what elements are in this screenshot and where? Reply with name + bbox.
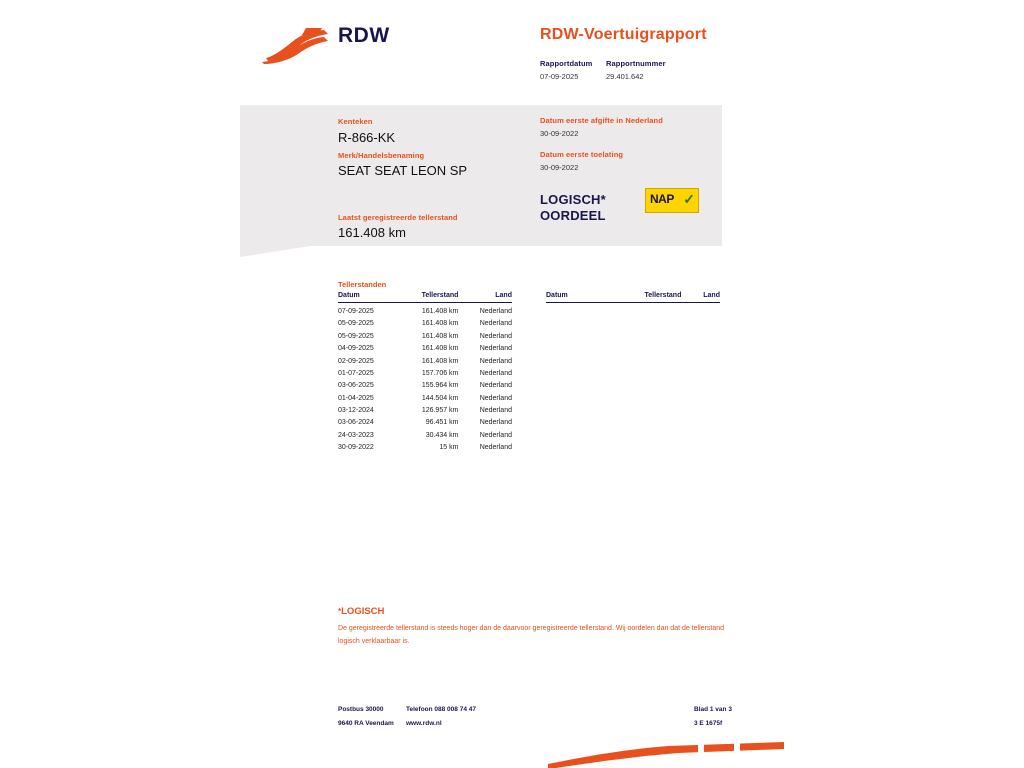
verdict-line-1: LOGISCH* bbox=[540, 192, 606, 207]
cell-tellerstand: 161.408 km bbox=[421, 357, 459, 365]
note-title-text: LOGISCH bbox=[341, 606, 385, 617]
column-header-tellerstand: Tellerstand bbox=[397, 292, 458, 303]
cell-land: Nederland bbox=[479, 345, 512, 353]
cell-tellerstand: 161.408 km bbox=[421, 345, 459, 353]
footer-address-line-1: Postbus 30000 bbox=[338, 706, 384, 713]
table-row bbox=[338, 367, 512, 379]
report-number bbox=[606, 59, 666, 81]
report-date-label: Rapportdatum bbox=[540, 59, 593, 68]
cell-land: Nederland bbox=[479, 308, 512, 315]
odometer-table-left bbox=[338, 292, 512, 454]
cell-land: Nederland bbox=[479, 357, 512, 365]
table-row bbox=[338, 355, 512, 367]
cell-land: Nederland bbox=[479, 419, 512, 427]
report-date-value: 07-09-2025 bbox=[540, 72, 579, 81]
merk-label: Merk/Handelsbenaming bbox=[338, 151, 425, 160]
last-odometer-label: Laatst geregistreerde tellerstand bbox=[338, 213, 458, 222]
table-row bbox=[338, 404, 512, 416]
cell-datum: 30-09-2022 bbox=[338, 444, 374, 452]
cell-land: Nederland bbox=[479, 407, 512, 414]
rdw-swoosh-icon bbox=[262, 28, 332, 64]
cell-land: Nederland bbox=[479, 444, 512, 452]
footer-address bbox=[338, 703, 394, 730]
footer-address-line-2: 9640 RA Veendam bbox=[338, 719, 394, 727]
odometer-section-title: Tellerstanden bbox=[338, 280, 387, 289]
kenteken-value: R-866-KK bbox=[338, 130, 396, 145]
report-title: RDW-Voertuigrapport bbox=[540, 26, 707, 43]
cell-datum: 04-09-2025 bbox=[338, 345, 374, 353]
note-star: * bbox=[338, 607, 342, 616]
report-date bbox=[540, 59, 592, 81]
table-row bbox=[338, 429, 512, 441]
cell-tellerstand: 157.706 km bbox=[421, 369, 459, 377]
panel-notch-decoration bbox=[240, 246, 310, 257]
cell-land: Nederland bbox=[479, 382, 512, 390]
cell-datum: 24-03-2023 bbox=[338, 431, 374, 439]
rdw-footer-swoosh-icon bbox=[548, 742, 784, 768]
column-header-land: Land bbox=[458, 292, 512, 303]
cell-tellerstand: 161.408 km bbox=[421, 332, 459, 340]
verdict-line-2: OORDEEL bbox=[540, 208, 606, 223]
note-title bbox=[338, 606, 384, 617]
cell-datum: 05-09-2025 bbox=[338, 332, 374, 340]
table-header-row bbox=[546, 292, 720, 303]
table-row bbox=[338, 318, 512, 330]
first-issue-label: Datum eerste afgifte in Nederland bbox=[540, 116, 663, 125]
rdw-logo-text: RDW bbox=[338, 24, 390, 47]
cell-tellerstand: 161.408 km bbox=[421, 308, 459, 315]
footer-page-info bbox=[694, 703, 732, 730]
column-header-datum: Datum bbox=[338, 292, 397, 303]
table-row bbox=[338, 417, 512, 429]
kenteken-label: Kenteken bbox=[338, 117, 373, 126]
footer-page-number: Blad 1 van 3 bbox=[694, 706, 732, 713]
cell-land: Nederland bbox=[479, 369, 512, 377]
cell-datum: 03-06-2024 bbox=[338, 419, 374, 427]
cell-tellerstand: 155.964 km bbox=[421, 382, 459, 390]
cell-tellerstand: 96.451 km bbox=[425, 419, 459, 427]
footer-form-code: 3 E 1675f bbox=[694, 719, 723, 727]
cell-land: Nederland bbox=[479, 332, 512, 340]
column-header-datum: Datum bbox=[546, 292, 596, 303]
table-row bbox=[338, 303, 512, 318]
cell-land: Nederland bbox=[479, 320, 512, 328]
last-odometer-value: 161.408 km bbox=[338, 225, 406, 240]
cell-tellerstand: 144.504 km bbox=[421, 394, 459, 402]
cell-tellerstand: 15 km bbox=[439, 444, 459, 452]
column-header-land: Land bbox=[681, 292, 720, 303]
footer-website: www.rdw.nl bbox=[406, 719, 442, 727]
footer-phone: Telefoon 088 008 74 47 bbox=[406, 706, 476, 713]
cell-datum: 02-09-2025 bbox=[338, 357, 374, 365]
cell-datum: 03-12-2024 bbox=[338, 407, 374, 414]
first-admission-label: Datum eerste toelating bbox=[540, 150, 624, 159]
cell-datum: 07-09-2025 bbox=[338, 308, 374, 315]
table-row bbox=[338, 441, 512, 453]
merk-value: SEAT SEAT LEON SP bbox=[338, 163, 468, 178]
footer-contact bbox=[406, 703, 476, 730]
note-body: De geregistreerde tellerstand is steeds hoger dan de daarvoor geregistreerde tellerstand. Wij oordelen dan dat de tellerstand logisch verklaarbaar is. bbox=[338, 625, 725, 645]
cell-tellerstand: 30.434 km bbox=[425, 431, 459, 439]
check-mark-icon: ✓ bbox=[683, 191, 695, 207]
cell-datum: 01-07-2025 bbox=[338, 369, 374, 377]
table-header-row bbox=[338, 292, 512, 303]
report-number-value: 29.401.642 bbox=[606, 72, 644, 81]
cell-datum: 05-09-2025 bbox=[338, 320, 374, 328]
report-number-label: Rapportnummer bbox=[606, 59, 666, 68]
nap-badge bbox=[645, 188, 699, 213]
cell-datum: 01-04-2025 bbox=[338, 394, 374, 402]
column-header-tellerstand: Tellerstand bbox=[596, 292, 681, 303]
cell-tellerstand: 126.957 km bbox=[421, 407, 459, 414]
table-row bbox=[338, 380, 512, 392]
odometer-table-right bbox=[546, 292, 720, 303]
verdict-block bbox=[540, 192, 606, 224]
table-row bbox=[338, 342, 512, 354]
first-issue-value: 30-09-2022 bbox=[540, 129, 579, 138]
table-row bbox=[338, 392, 512, 404]
cell-datum: 03-06-2025 bbox=[338, 382, 374, 390]
cell-land: Nederland bbox=[479, 431, 512, 439]
first-admission-value: 30-09-2022 bbox=[540, 163, 579, 172]
cell-land: Nederland bbox=[479, 394, 512, 402]
summary-panel bbox=[240, 105, 722, 246]
table-row bbox=[338, 330, 512, 342]
cell-tellerstand: 161.408 km bbox=[421, 320, 459, 328]
nap-label: NAP bbox=[650, 192, 674, 206]
